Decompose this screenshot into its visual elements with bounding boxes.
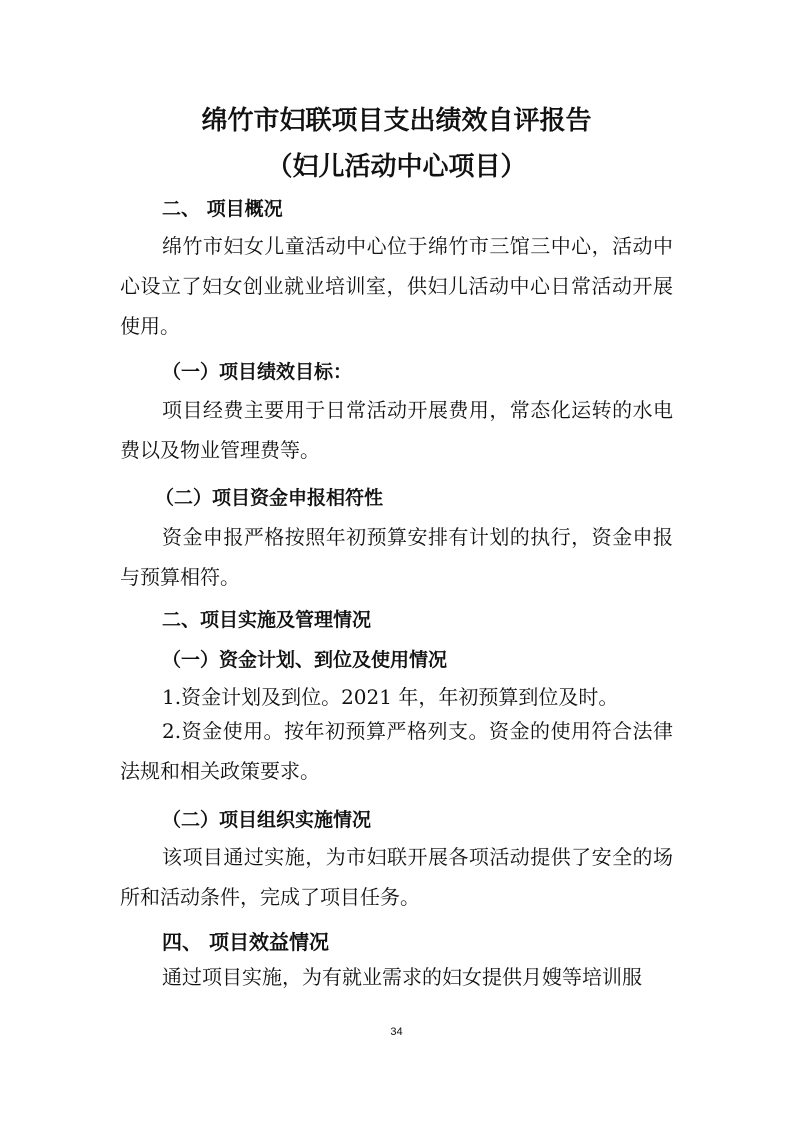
- document-subtitle: （妇儿活动中心项目）: [266, 152, 527, 182]
- subheading-fund-consistency: （二）项目资金申报相符性: [155, 487, 384, 509]
- document-title: 绵竹市妇联项目支出绩效自评报告: [201, 106, 592, 136]
- paragraph-fund-consistency: 资金申报严格按照年初预算安排有计划的执行，资金申报与预算相符。: [120, 525, 673, 589]
- paragraph-benefits: 通过项目实施，为有就业需求的妇女提供月嫂等培训服: [162, 965, 642, 989]
- section-heading-implementation: 二、项目实施及管理情况: [162, 609, 372, 631]
- page-number: 34: [390, 1026, 403, 1038]
- section-heading-benefits: 四、 项目效益情况: [162, 930, 329, 954]
- paragraph-organization: 该项目通过实施，为市妇联开展各项活动提供了安全的场所和活动条件，完成了项目任务。: [120, 845, 673, 909]
- list-item-fund-plan: 1.资金计划及到位。2021 年，年初预算到位及时。: [162, 685, 619, 709]
- subheading-organization: （二）项目组织实施情况: [162, 809, 372, 831]
- paragraph-overview: 绵竹市妇女儿童活动中心位于绵竹市三馆三中心，活动中心设立了妇女创业就业培训室，供妇儿活动中心日常活动开展使用。: [120, 234, 673, 338]
- paragraph-performance-goal: 项目经费主要用于日常活动开展费用，常态化运转的水电费以及物业管理费等。: [120, 398, 673, 462]
- list-item-fund-use: 2.资金使用。按年初预算严格列支。资金的使用符合法律法规和相关政策要求。: [120, 719, 673, 783]
- section-heading-overview: 二、 项目概况: [162, 198, 283, 220]
- subheading-fund-plan: （一）资金计划、到位及使用情况: [162, 649, 448, 671]
- subheading-performance-goal: （一）项目绩效目标：: [162, 361, 353, 383]
